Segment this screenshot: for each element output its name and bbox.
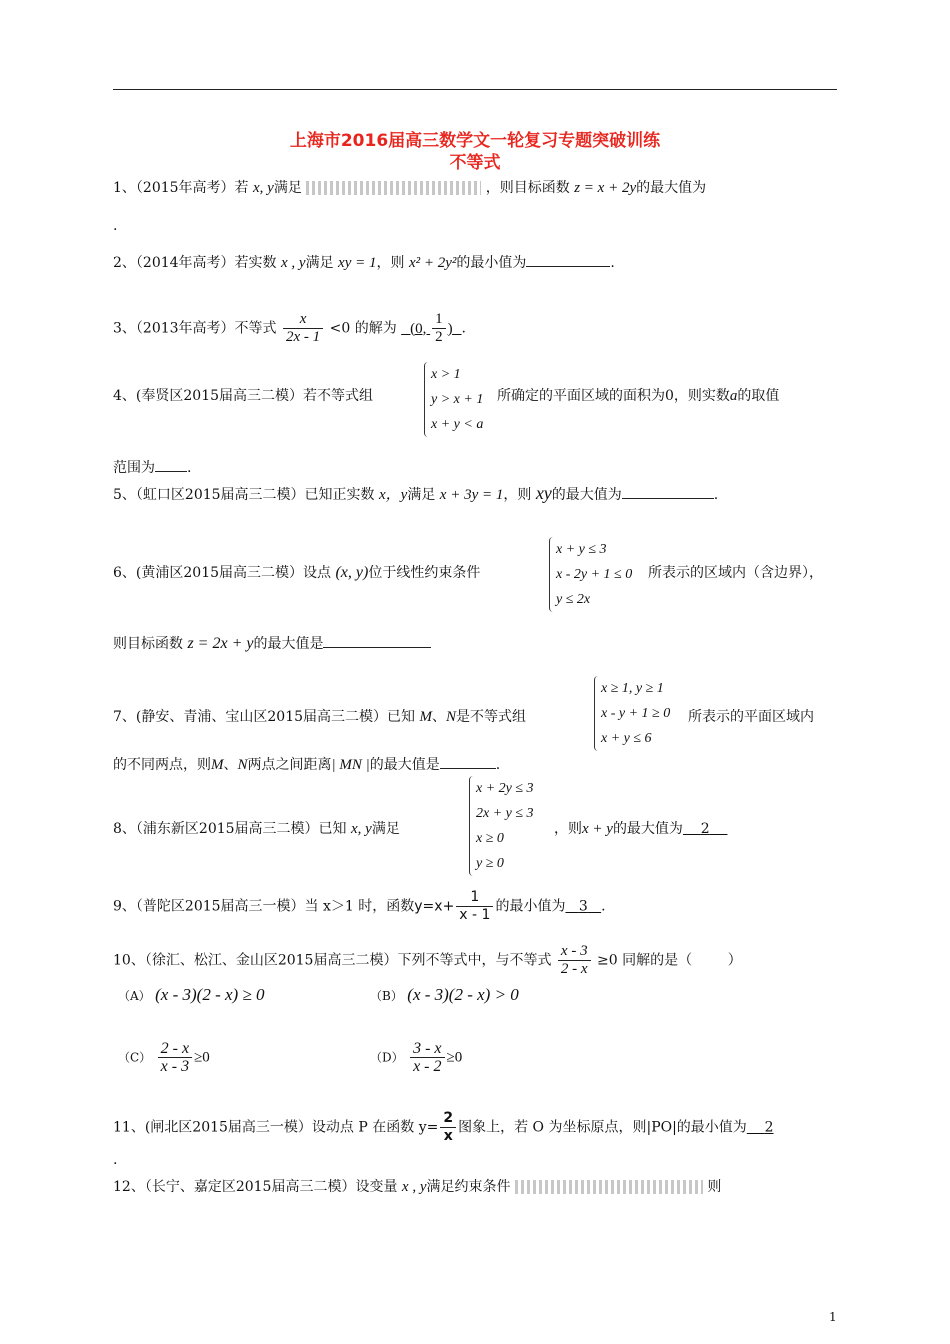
fraction: $\frac{x}{2x - 1}$ bbox=[283, 311, 323, 346]
question-5: 5、（虹口区2015届高三二模）已知正实数 x，y满足 x + 3y = 1，则 xy的最大值为 . bbox=[113, 483, 719, 503]
q6-line2: 则目标函数 z = 2x + y的最大值是 bbox=[113, 633, 431, 653]
question-11: 11、(闸北区2015届高三一模）设动点 P 在函数 y= $\frac{2}{x}$ 图象上，若 O 为坐标原点，则|PO|的最小值为 2 bbox=[113, 1110, 774, 1144]
inequality-system: x + y ≤ 3 x - 2y + 1 ≤ 0 y ≤ 2x bbox=[549, 537, 632, 612]
q4-line2: 范围为 . bbox=[113, 460, 192, 476]
answer-blank bbox=[622, 486, 714, 499]
q1-tail: . bbox=[113, 218, 118, 234]
option-a[interactable]: （A） (x - 3)(2 - x) ≥ 0 bbox=[118, 985, 265, 1004]
answer-blank bbox=[323, 635, 431, 648]
question-1: 1、（2015年高考）若 x, y满足 ，则目标函数 z = x + 2y的最大值为 bbox=[113, 180, 707, 196]
q7-line2: 的不同两点，则M、N两点之间距离| MN |的最大值是 . bbox=[113, 757, 501, 773]
answer-blank bbox=[526, 254, 610, 267]
header-rule bbox=[113, 89, 837, 90]
option-b[interactable]: （B） (x - 3)(2 - x) > 0 bbox=[370, 985, 519, 1004]
q7-text: 所表示的平面区域内 bbox=[688, 709, 814, 725]
inequality-system: x > 1 y > x + 1 x + y < a bbox=[424, 362, 483, 437]
question-3: 3、（2013年高考）不等式 $\frac{x}{2x - 1}$ <0 的解为 (0, $\frac{1}{2}$ ) . bbox=[113, 311, 466, 345]
answer: (0, $\frac{1}{2}$ ) bbox=[410, 311, 453, 345]
question-9: 9、（普陀区2015届高三一模）当 x＞1 时，函数y=x+ $\frac{1}{x - 1}$ 的最小值为 3 . bbox=[113, 889, 606, 923]
page-subtitle: 不等式 bbox=[449, 153, 501, 173]
inequality-system: x + 2y ≤ 3 2x + y ≤ 3 x ≥ 0 y ≥ 0 bbox=[469, 776, 534, 876]
q6-text: 所表示的区域内（含边界）， bbox=[648, 565, 823, 581]
option-d[interactable]: （D） $\frac{3 - x}{x - 2}$ ≥0 bbox=[370, 1040, 463, 1075]
q8-text: ，则x + y的最大值为 2 bbox=[554, 821, 710, 837]
question-8: 8、（浦东新区2015届高三二模）已知 x, y满足 bbox=[113, 821, 400, 837]
q4-text: 所确定的平面区域的面积为0，则实数a的取值 bbox=[497, 388, 780, 404]
q11-tail: . bbox=[113, 1152, 118, 1168]
answer-blank bbox=[440, 756, 496, 769]
question-4: 4、(奉贤区2015届高三二模）若不等式组 bbox=[113, 388, 374, 404]
question-6: 6、(黄浦区2015届高三二模）设点 (x, y)位于线性约束条件 bbox=[113, 564, 481, 581]
constraint-image bbox=[515, 1180, 703, 1194]
question-10: 10、（徐汇、松江、金山区2015届高三二模）下列不等式中，与不等式 $\frac{x - 3}{2 - x}$ ≥0 同解的是（ ） bbox=[113, 943, 742, 977]
question-12: 12、（长宁、嘉定区2015届高三二模）设变量 x , y满足约束条件 则 bbox=[113, 1179, 722, 1195]
question-2: 2、（2014年高考）若实数 x , y满足 xy = 1，则 x² + 2y²的最小值为 . bbox=[113, 255, 615, 271]
option-c[interactable]: （C） $\frac{2 - x}{x - 3}$ ≥0 bbox=[118, 1040, 210, 1075]
page-number: 1 bbox=[829, 1310, 837, 1324]
answer-blank bbox=[155, 459, 187, 472]
question-7: 7、(静安、青浦、宝山区2015届高三二模）已知 M、N是不等式组 bbox=[113, 709, 526, 725]
page-title: 上海市2016届高三数学文一轮复习专题突破训练 bbox=[289, 131, 661, 151]
inequality-system: x ≥ 1, y ≥ 1 x - y + 1 ≥ 0 x + y ≤ 6 bbox=[594, 676, 670, 751]
constraint-image bbox=[306, 181, 481, 195]
